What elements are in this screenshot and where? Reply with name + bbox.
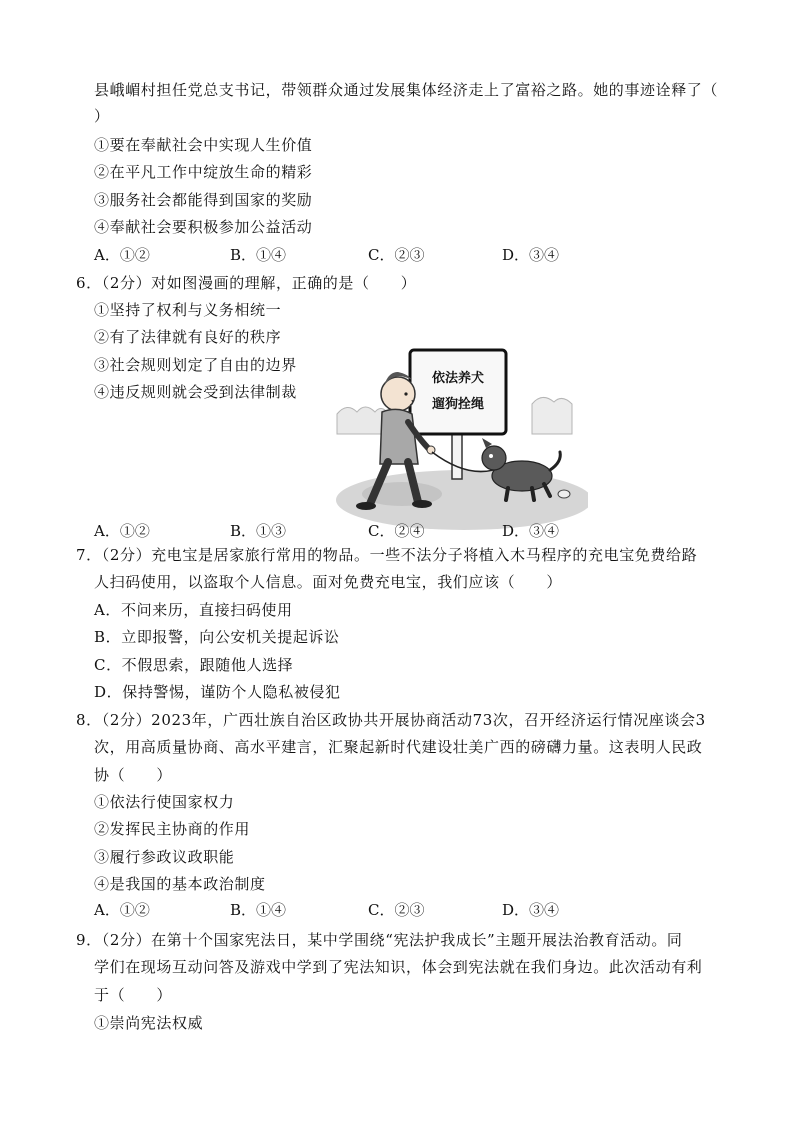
- q5-option-d: D．③④: [502, 246, 560, 264]
- q8-option-a: A．①②: [94, 901, 150, 919]
- q8-option-c: C．②③: [368, 901, 425, 919]
- sign-text-line2: 遛狗拴绳: [431, 397, 485, 412]
- q8-stem-line3: 协（ ）: [94, 766, 173, 784]
- q6-option-a: A．①②: [94, 522, 150, 540]
- q7-stem-line2: 人扫码使用，以盗取个人信息。面对免费充电宝，我们应该（ ）: [94, 573, 563, 591]
- q7-option-b: B．立即报警，向公安机关提起诉讼: [94, 628, 340, 646]
- q8-option-b: B．①④: [230, 901, 287, 919]
- q6-item-2: ②有了法律就有良好的秩序: [94, 328, 282, 346]
- q7-option-c: C．不假思索，跟随他人选择: [94, 656, 294, 674]
- q5-option-c: C．②③: [368, 246, 425, 264]
- q5-item-4: ④奉献社会要积极参加公益活动: [94, 218, 313, 236]
- q5-option-b: B．①④: [230, 246, 287, 264]
- q8-option-d: D．③④: [502, 901, 560, 919]
- q5-item-2: ②在平凡工作中绽放生命的精彩: [94, 163, 313, 181]
- sign-text-line1: 依法养犬: [431, 371, 485, 386]
- q9-stem-line2: 学们在现场互动问答及游戏中学到了宪法知识，体会到宪法就在我们身边。此次活动有利: [94, 958, 703, 976]
- q7-option-a: A．不问来历，直接扫码使用: [94, 601, 293, 619]
- q9-stem-line3: 于（ ）: [94, 986, 173, 1004]
- q6-option-d: D．③④: [502, 522, 560, 540]
- q8-item-2: ②发挥民主协商的作用: [94, 820, 251, 838]
- q9-item-1: ①崇尚宪法权威: [94, 1014, 204, 1032]
- q8-item-1: ①依法行使国家权力: [94, 793, 235, 811]
- q6-item-4: ④违反规则就会受到法律制裁: [94, 383, 297, 401]
- q5-option-a: A．①②: [94, 246, 150, 264]
- q7-stem-line1: 7．（2分）充电宝是居家旅行常用的物品。一些不法分子将植入木马程序的充电宝免费给路: [76, 546, 698, 564]
- q8-stem-line2: 次，用高质量协商、高水平建言，汇聚起新时代建设壮美广西的磅礴力量。这表明人民政: [94, 738, 703, 756]
- q5-stem-line2: ）: [94, 107, 110, 125]
- q5-stem-line1: 县峨嵋村担任党总支书记，带领群众通过发展集体经济走上了富裕之路。她的事迹诠释了（: [94, 81, 719, 99]
- q6-option-c: C．②④: [368, 522, 425, 540]
- q8-item-4: ④是我国的基本政治制度: [94, 875, 266, 893]
- q6-item-3: ③社会规则划定了自由的边界: [94, 356, 297, 374]
- q6-item-1: ①坚持了权利与义务相统一: [94, 301, 282, 319]
- q5-item-3: ③服务社会都能得到国家的奖励: [94, 191, 313, 209]
- q7-option-d: D．保持警惕，谨防个人隐私被侵犯: [94, 683, 341, 701]
- q9-stem-line1: 9．（2分）在第十个国家宪法日，某中学围绕“宪法护我成长”主题开展法治教育活动。同: [76, 931, 683, 949]
- q8-stem-line1: 8．（2分）2023年，广西壮族自治区政协共开展协商活动73次，召开经济运行情况座谈会3: [76, 711, 706, 729]
- q6-stem: 6．（2分）对如图漫画的理解，正确的是（ ）: [76, 274, 417, 292]
- q8-item-3: ③履行参政议政职能: [94, 848, 235, 866]
- leash-law-cartoon: [332, 344, 588, 530]
- q5-item-1: ①要在奉献社会中实现人生价值: [94, 136, 313, 154]
- q6-option-b: B．①③: [230, 522, 287, 540]
